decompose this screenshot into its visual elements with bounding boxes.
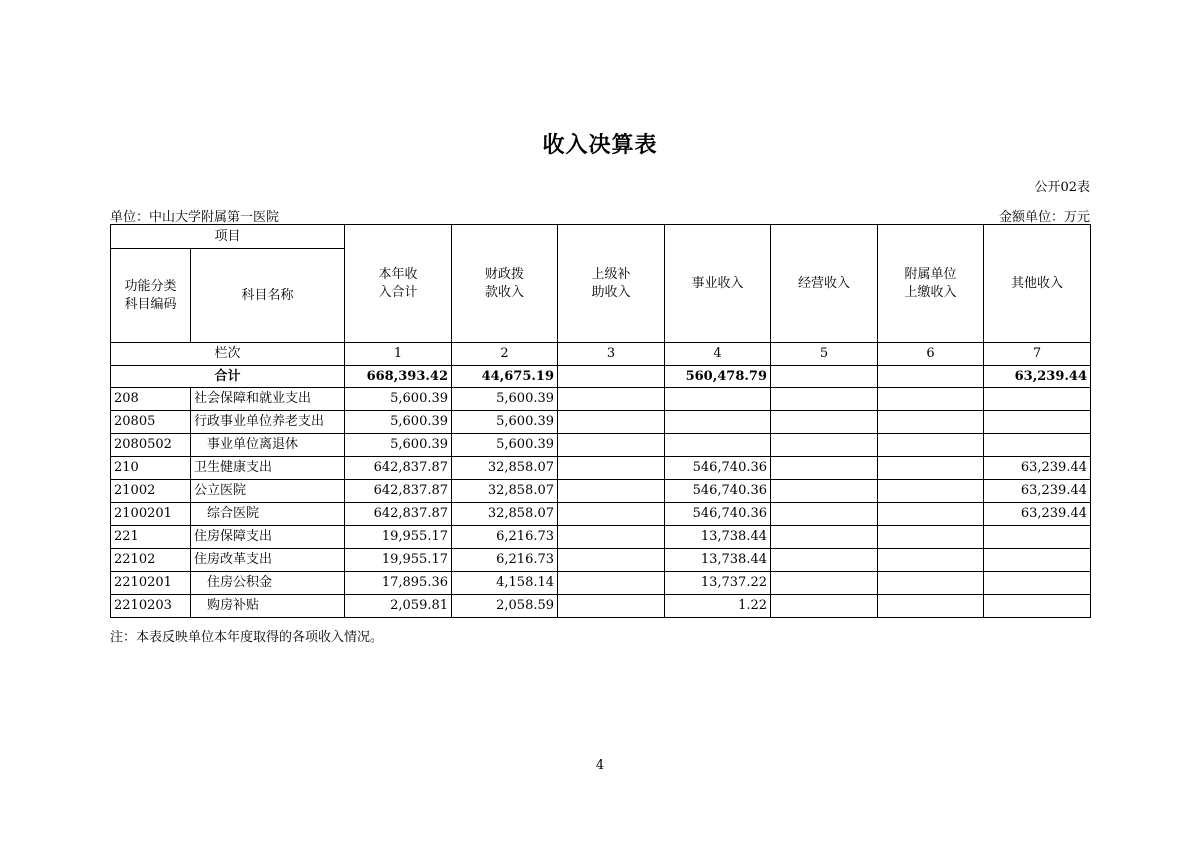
row-value: 13,738.44 [665, 526, 771, 549]
row-value: 32,858.07 [452, 480, 558, 503]
column-index-3: 3 [558, 343, 665, 366]
header-col-2: 财政拨款收入 [452, 225, 558, 343]
row-value: 32,858.07 [452, 457, 558, 480]
row-value [984, 572, 1091, 595]
column-index-row [111, 343, 1091, 366]
row-name: 行政事业单位养老支出 [191, 411, 345, 434]
row-value: 546,740.36 [665, 457, 771, 480]
row-value [878, 411, 984, 434]
header-row-1 [111, 225, 1091, 249]
table-row [111, 388, 1091, 411]
row-value: 19,955.17 [345, 549, 452, 572]
row-value [984, 411, 1091, 434]
header-col-1: 本年收入合计 [345, 225, 452, 343]
row-value [771, 503, 878, 526]
row-value [878, 572, 984, 595]
page-number: 4 [595, 758, 605, 773]
row-value: 6,216.73 [452, 526, 558, 549]
row-value: 546,740.36 [665, 480, 771, 503]
row-value [771, 411, 878, 434]
column-index-label: 栏次 [111, 343, 345, 366]
row-value: 13,737.22 [665, 572, 771, 595]
row-value [558, 526, 665, 549]
row-value [558, 411, 665, 434]
row-value [558, 595, 665, 618]
row-value [878, 595, 984, 618]
row-value [878, 434, 984, 457]
row-code: 210 [111, 457, 191, 480]
row-value [878, 526, 984, 549]
row-value: 5,600.39 [452, 434, 558, 457]
row-value [558, 549, 665, 572]
table-row [111, 480, 1091, 503]
row-value [984, 526, 1091, 549]
row-value [771, 480, 878, 503]
row-value: 546,740.36 [665, 503, 771, 526]
row-value [558, 457, 665, 480]
total-value-5 [771, 366, 878, 388]
row-value: 63,239.44 [984, 503, 1091, 526]
row-value: 13,738.44 [665, 549, 771, 572]
row-value [558, 480, 665, 503]
table-row [111, 434, 1091, 457]
row-value [558, 434, 665, 457]
row-value [665, 388, 771, 411]
row-value: 17,895.36 [345, 572, 452, 595]
column-index-6: 6 [878, 343, 984, 366]
row-value [771, 549, 878, 572]
row-value [771, 572, 878, 595]
table-row [111, 411, 1091, 434]
row-value [771, 388, 878, 411]
row-value: 5,600.39 [345, 434, 452, 457]
row-value [558, 572, 665, 595]
total-row [111, 366, 1091, 388]
row-value: 5,600.39 [452, 388, 558, 411]
row-name: 住房保障支出 [191, 526, 345, 549]
table-row [111, 457, 1091, 480]
header-col-6: 附属单位上缴收入 [878, 225, 984, 343]
row-value: 1.22 [665, 595, 771, 618]
row-name: 社会保障和就业支出 [191, 388, 345, 411]
row-value [984, 388, 1091, 411]
column-index-5: 5 [771, 343, 878, 366]
header-col-4: 事业收入 [665, 225, 771, 343]
table-row [111, 595, 1091, 618]
row-code: 2210201 [111, 572, 191, 595]
row-value [771, 595, 878, 618]
row-value [771, 434, 878, 457]
row-value: 2,058.59 [452, 595, 558, 618]
row-value [878, 388, 984, 411]
row-code: 208 [111, 388, 191, 411]
income-table [110, 224, 1091, 618]
row-value: 6,216.73 [452, 549, 558, 572]
row-value [984, 595, 1091, 618]
row-value [878, 457, 984, 480]
row-value: 32,858.07 [452, 503, 558, 526]
table-row [111, 572, 1091, 595]
column-index-2: 2 [452, 343, 558, 366]
row-code: 2080502 [111, 434, 191, 457]
row-value: 4,158.14 [452, 572, 558, 595]
row-value [878, 549, 984, 572]
row-value: 5,600.39 [452, 411, 558, 434]
row-value [771, 526, 878, 549]
row-value [878, 480, 984, 503]
page-title: 收入决算表 [542, 133, 658, 158]
total-label: 合计 [111, 366, 345, 388]
table-note: 注：本表反映单位本年度取得的各项收入情况。 [110, 630, 384, 645]
row-value [771, 457, 878, 480]
row-name: 综合医院 [191, 503, 345, 526]
column-index-7: 7 [984, 343, 1091, 366]
row-value: 63,239.44 [984, 480, 1091, 503]
row-code: 21002 [111, 480, 191, 503]
total-value-4: 560,478.79 [665, 366, 771, 388]
total-value-6 [878, 366, 984, 388]
header-col-5: 经营收入 [771, 225, 878, 343]
row-name: 卫生健康支出 [191, 457, 345, 480]
row-code: 22102 [111, 549, 191, 572]
table-number: 公开02表 [1034, 180, 1090, 195]
row-name: 公立医院 [191, 480, 345, 503]
row-value [984, 549, 1091, 572]
total-value-2: 44,675.19 [452, 366, 558, 388]
row-code: 221 [111, 526, 191, 549]
column-index-1: 1 [345, 343, 452, 366]
row-value [878, 503, 984, 526]
row-value: 642,837.87 [345, 457, 452, 480]
row-name: 住房改革支出 [191, 549, 345, 572]
row-code: 2100201 [111, 503, 191, 526]
row-value: 2,059.81 [345, 595, 452, 618]
row-name: 住房公积金 [191, 572, 345, 595]
row-value [665, 434, 771, 457]
header-code: 功能分类科目编码 [111, 249, 191, 343]
amount-unit-label: 金额单位：万元 [998, 210, 1090, 225]
row-value [558, 388, 665, 411]
row-name: 事业单位离退休 [191, 434, 345, 457]
header-col-3: 上级补助收入 [558, 225, 665, 343]
row-value: 63,239.44 [984, 457, 1091, 480]
row-value [984, 434, 1091, 457]
total-value-3 [558, 366, 665, 388]
unit-label: 单位：中山大学附属第一医院 [110, 210, 280, 225]
table-row [111, 503, 1091, 526]
total-value-7: 63,239.44 [984, 366, 1091, 388]
row-value: 642,837.87 [345, 480, 452, 503]
table-row [111, 526, 1091, 549]
column-index-4: 4 [665, 343, 771, 366]
row-value: 19,955.17 [345, 526, 452, 549]
row-code: 2210203 [111, 595, 191, 618]
total-value-1: 668,393.42 [345, 366, 452, 388]
header-item: 项目 [111, 225, 345, 249]
row-value: 5,600.39 [345, 411, 452, 434]
row-code: 20805 [111, 411, 191, 434]
row-value [665, 411, 771, 434]
row-value: 642,837.87 [345, 503, 452, 526]
row-value: 5,600.39 [345, 388, 452, 411]
header-name: 科目名称 [191, 249, 345, 343]
header-col-7: 其他收入 [984, 225, 1091, 343]
row-value [558, 503, 665, 526]
row-name: 购房补贴 [191, 595, 345, 618]
table-row [111, 549, 1091, 572]
